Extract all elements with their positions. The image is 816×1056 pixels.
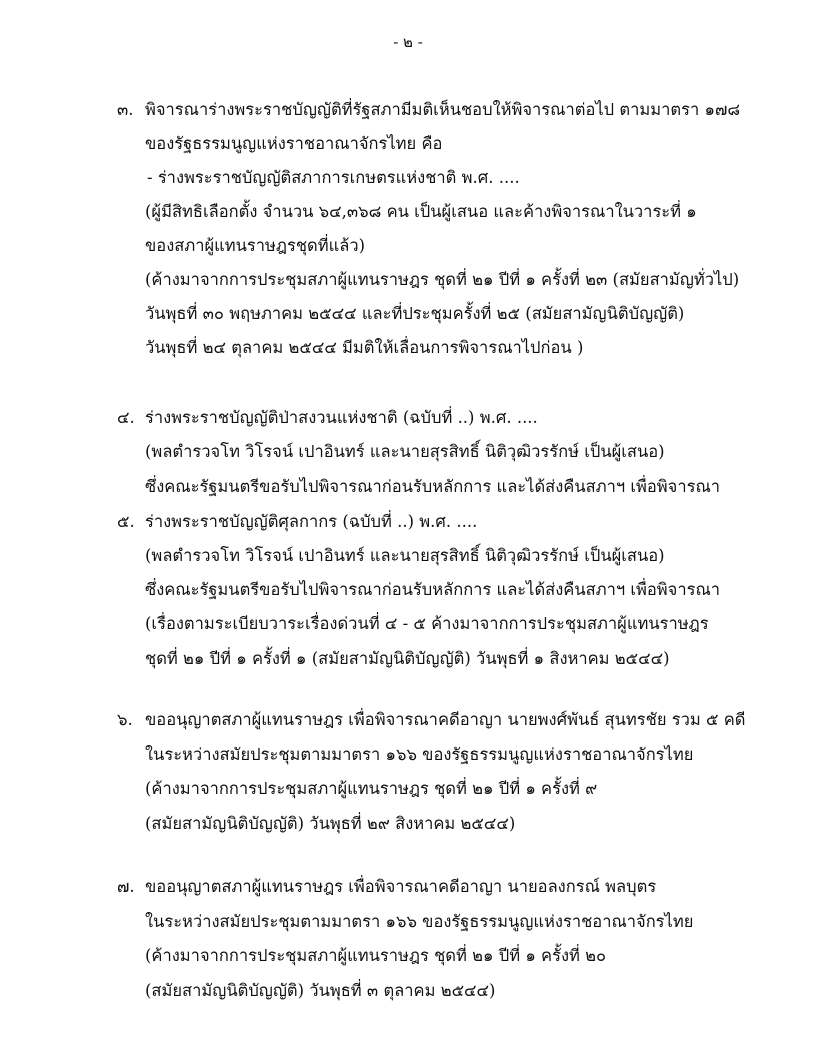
item-6-line-2: ในระหว่างสมัยประชุมตามมาตรา ๑๖๖ ของรัฐธรรมนูญแห่งราชอาณาจักรไทย (145, 745, 694, 764)
item-5-line-4: (เรื่องตามระเบียบวาระเรื่องด่วนที่ ๔ - ๕ ค้างมาจากการประชุมสภาผู้แทนราษฎร (145, 614, 709, 633)
item-5-number: ๕. (117, 512, 135, 531)
item-3-line-8: วันพุธที่ ๒๔ ตุลาคม ๒๕๔๔ มีมติให้เลื่อนการพิจารณาไปก่อน ) (145, 338, 584, 357)
item-3-line-2: ของรัฐธรรมนูญแห่งราชอาณาจักรไทย คือ (145, 134, 443, 153)
item-3-line-1: พิจารณาร่างพระราชบัญญัติที่รัฐสภามีมติเห็นชอบให้พิจารณาต่อไป ตามมาตรา ๑๗๘ (145, 100, 741, 119)
item-7-heading (117, 875, 656, 899)
item-6-heading (117, 708, 745, 732)
item-5-heading (117, 510, 477, 534)
item-4-line-1: ร่างพระราชบัญญัติป่าสงวนแห่งชาติ (ฉบับที่ ..) พ.ศ. .... (145, 408, 538, 427)
item-5-line-1: ร่างพระราชบัญญัติศุลกากร (ฉบับที่ ..) พ.ศ. .... (145, 512, 478, 531)
item-4-heading (117, 406, 538, 430)
item-7-line-1: ขออนุญาตสภาผู้แทนราษฎร เพื่อพิจารณาคดีอาญา นายอลงกรณ์ พลบุตร (145, 877, 657, 896)
item-3-line-6: (ค้างมาจากการประชุมสภาผู้แทนราษฎร ชุดที่ ๒๑ ปีที่ ๑ ครั้งที่ ๒๓ (สมัยสามัญทั่วไป) (145, 270, 740, 289)
item-3-number: ๓. (117, 100, 134, 119)
item-3-heading (117, 98, 740, 122)
item-4-line-2: (พลตำรวจโท วิโรจน์ เปาอินทร์ และนายสุรสิทธิ์ นิติวุฒิวรรักษ์ เป็นผู้เสนอ) (145, 442, 665, 461)
item-7-number: ๗. (117, 877, 135, 896)
item-6-line-3: (ค้างมาจากการประชุมสภาผู้แทนราษฎร ชุดที่ ๒๑ ปีที่ ๑ ครั้งที่ ๙ (145, 779, 598, 798)
item-4-line-3: ซึ่งคณะรัฐมนตรีขอรับไปพิจารณาก่อนรับหลักการ และได้ส่งคืนสภาฯ เพื่อพิจารณา (145, 477, 721, 496)
item-6-line-4: (สมัยสามัญนิติบัญญัติ) วันพุธที่ ๒๙ สิงหาคม ๒๕๔๔) (145, 814, 516, 833)
item-5-line-3: ซึ่งคณะรัฐมนตรีขอรับไปพิจารณาก่อนรับหลักการ และได้ส่งคืนสภาฯ เพื่อพิจารณา (145, 580, 721, 599)
item-7-line-4: (สมัยสามัญนิติบัญญัติ) วันพุธที่ ๓ ตุลาคม ๒๕๔๔) (145, 981, 496, 1000)
item-5-line-2: (พลตำรวจโท วิโรจน์ เปาอินทร์ และนายสุรสิทธิ์ นิติวุฒิวรรักษ์ เป็นผู้เสนอ) (145, 546, 665, 565)
item-5-line-5: ชุดที่ ๒๑ ปีที่ ๑ ครั้งที่ ๑ (สมัยสามัญนิติบัญญัติ) วันพุธที่ ๑ สิงหาคม ๒๕๔๔) (145, 649, 670, 668)
item-3-line-4: (ผู้มีสิทธิเลือกตั้ง จำนวน ๖๔,๓๖๘ คน เป็นผู้เสนอ และค้างพิจารณาในวาระที่ ๑ (145, 202, 697, 221)
item-7-line-2: ในระหว่างสมัยประชุมตามมาตรา ๑๖๖ ของรัฐธรรมนูญแห่งราชอาณาจักรไทย (145, 912, 694, 931)
item-7-line-3: (ค้างมาจากการประชุมสภาผู้แทนราษฎร ชุดที่ ๒๑ ปีที่ ๑ ครั้งที่ ๒๐ (145, 946, 607, 965)
page-number: - ๒ - (393, 33, 423, 51)
item-3-line-5: ของสภาผู้แทนราษฎรชุดที่แล้ว) (145, 236, 366, 255)
item-3-bill-title: - ร่างพระราชบัญญัติสภาการเกษตรแห่งชาติ พ.ศ. .... (147, 168, 520, 187)
item-6-number: ๖. (117, 710, 133, 729)
item-3-line-7: วันพุธที่ ๓๐ พฤษภาคม ๒๕๔๔ และที่ประชุมครั้งที่ ๒๕ (สมัยสามัญนิติบัญญัติ) (145, 304, 685, 323)
item-4-number: ๔. (117, 408, 135, 427)
item-6-line-1: ขออนุญาตสภาผู้แทนราษฎร เพื่อพิจารณาคดีอาญา นายพงศ์พันธ์ สุนทรชัย รวม ๕ คดี (145, 710, 746, 729)
